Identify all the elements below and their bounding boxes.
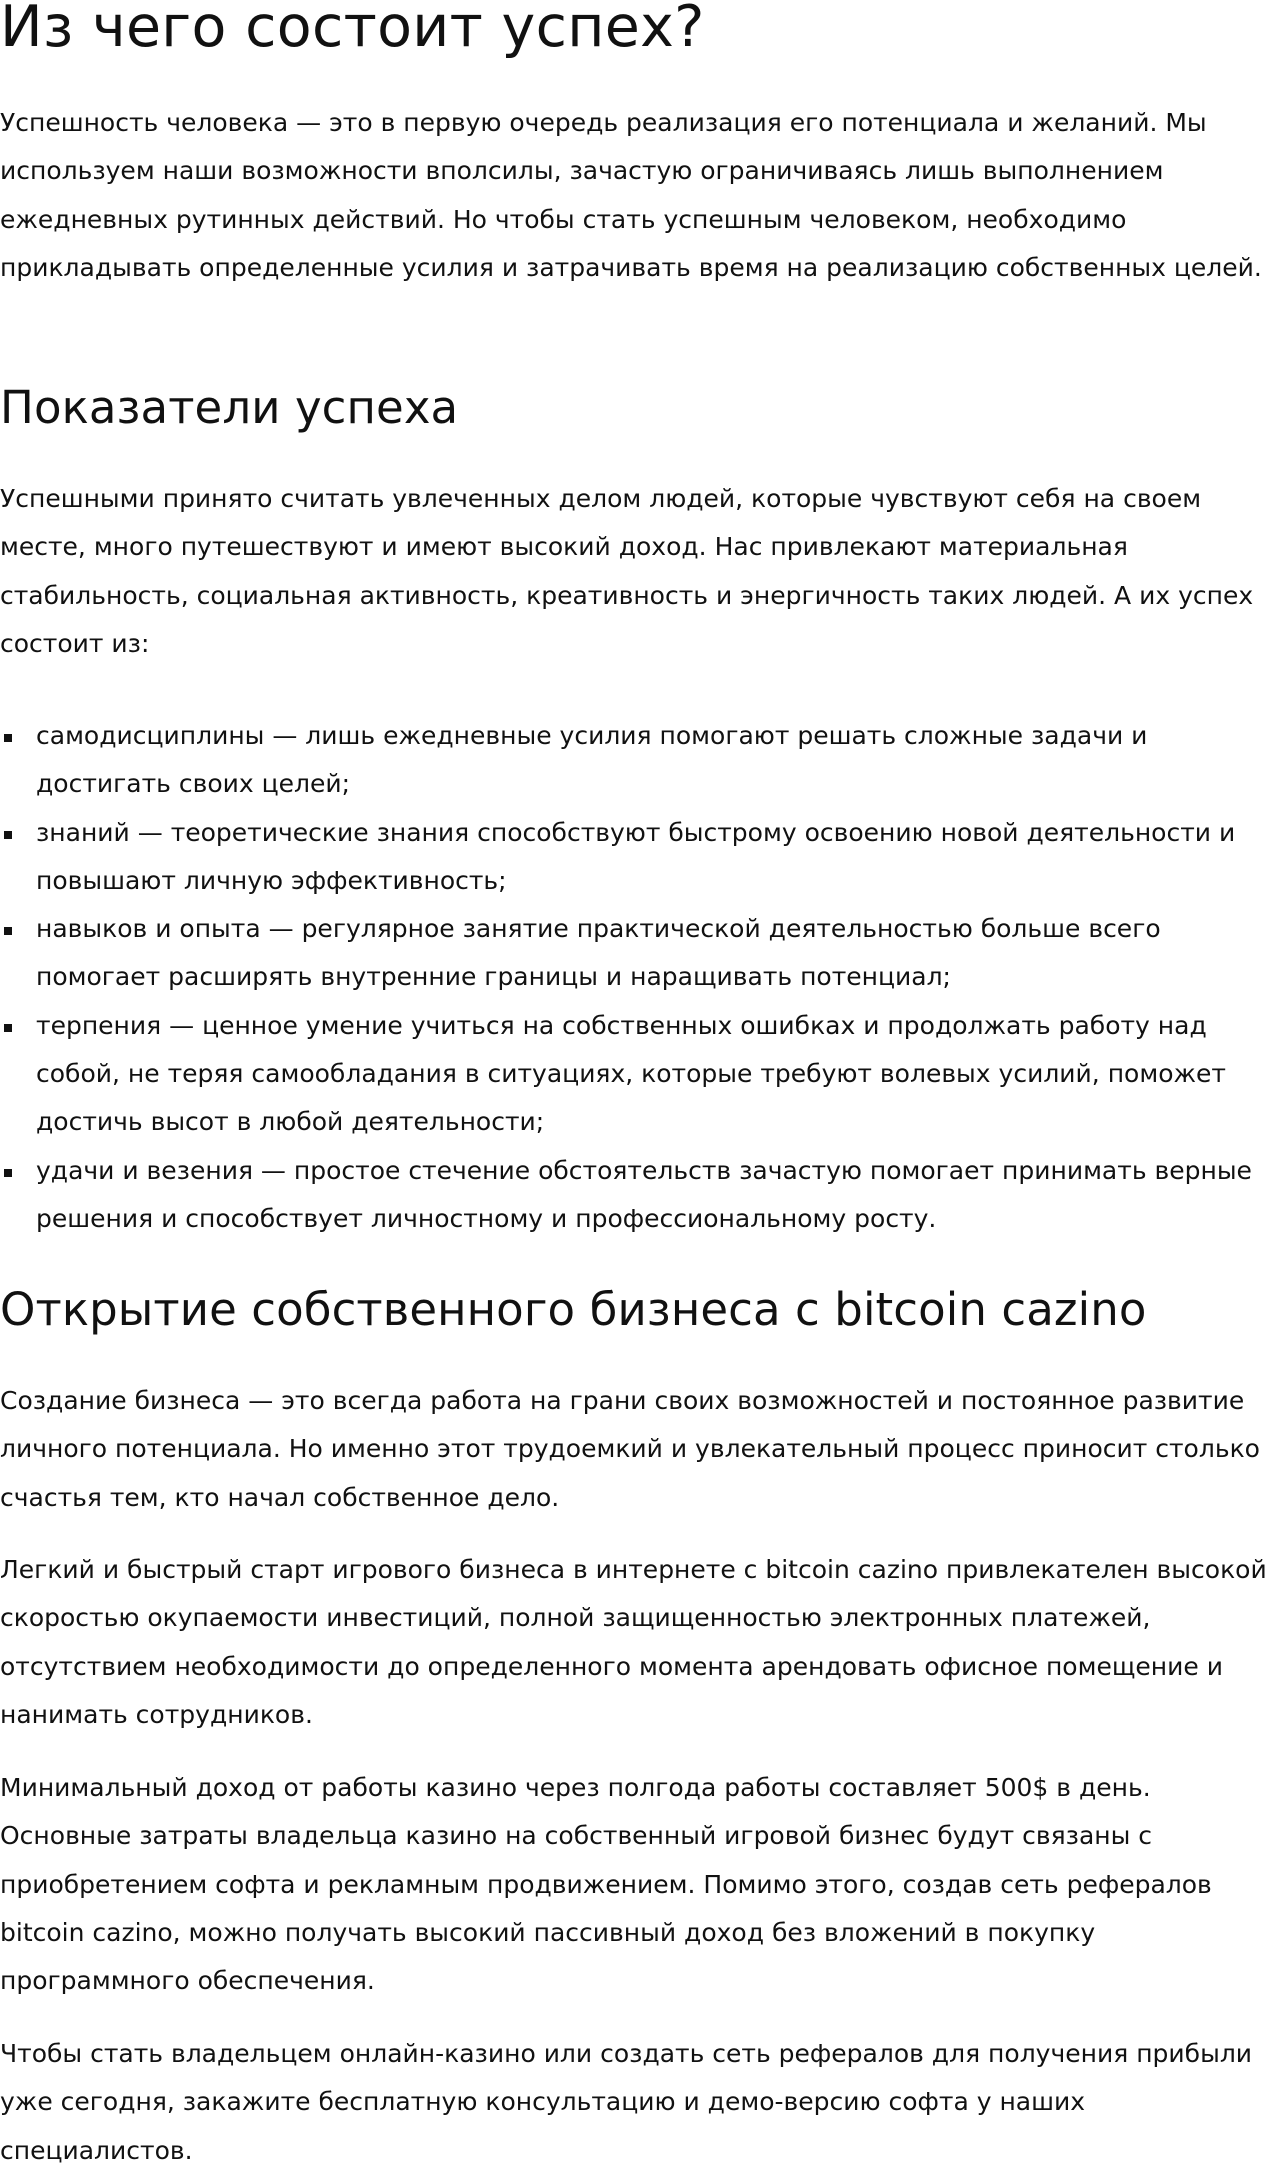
business-paragraph: Легкий и быстрый старт игрового бизнеса в интернете с bitcoin cazino привлекателен высокой скоростью окупаемости инвестиций, полной защищенностью электронных платежей, отсутствием необходимости до определенного момента арендовать офисное помещение и нанимать сотрудников.: [0, 1555, 1267, 1729]
list-item: самодисциплины — лишь ежедневные усилия помогают решать сложные задачи и достигать своих целей;: [0, 712, 1268, 809]
business-paragraph: Создание бизнеса — это всегда работа на грани своих возможностей и постоянное развитие личного потенциала. Но именно этот трудоемкий и увлекательный процесс приносит столько счастья тем, кто начал собственное дело.: [0, 1386, 1260, 1512]
section-heading-success-indicators: Показатели успеха: [0, 381, 459, 434]
list-item: удачи и везения — простое стечение обстоятельств зачастую помогает принимать верные решения и способствует личностному и профессиональному росту.: [0, 1147, 1268, 1244]
intro-paragraph: Успешность человека — это в первую очередь реализация его потенциала и желаний. Мы используем наши возможности вполсилы, зачастую ограничиваясь лишь выполнением ежедневных рутинных действий. Но чтобы стать успешным человеком, необходимо прикладывать определенные усилия и затрачивать время на реализацию собственных целей.: [0, 108, 1262, 282]
business-paragraph: Минимальный доход от работы казино через полгода работы составляет 500$ в день. Основные затраты владельца казино на собственный игровой бизнес будут связаны с приобретением софта и рекламным продвижением. Помимо этого, создав сеть рефералов bitcoin cazino, можно получать высокий пассивный доход без вложений в покупку программного обеспечения.: [0, 1773, 1212, 1996]
success-components-list: [0, 712, 1268, 1243]
business-paragraph: Чтобы стать владельцем онлайн-казино или создать сеть рефералов для получения прибыли уже сегодня, закажите бесплатную консультацию и демо-версию софта у наших специалистов.: [0, 2039, 1253, 2165]
list-item: навыков и опыта — регулярное занятие практической деятельностью больше всего помогает расширять внутренние границы и наращивать потенциал;: [0, 905, 1268, 1002]
section-heading-business: Открытие собственного бизнеса с bitcoin cazino: [0, 1283, 1147, 1336]
list-item: знаний — теоретические знания способствуют быстрому освоению новой деятельности и повышают личную эффективность;: [0, 809, 1268, 906]
list-item: терпения — ценное умение учиться на собственных ошибках и продолжать работу над собой, не теряя самообладания в ситуациях, которые требуют волевых усилий, поможет достичь высот в любой деятельности;: [0, 1002, 1268, 1147]
page-title: Из чего состоит успех?: [0, 0, 705, 60]
success-indicators-paragraph: Успешными принято считать увлеченных делом людей, которые чувствуют себя на своем месте, много путешествуют и имеют высокий доход. Нас привлекают материальная стабильность, социальная активность, креативность и энергичность таких людей. А их успех состоит из:: [0, 484, 1254, 658]
